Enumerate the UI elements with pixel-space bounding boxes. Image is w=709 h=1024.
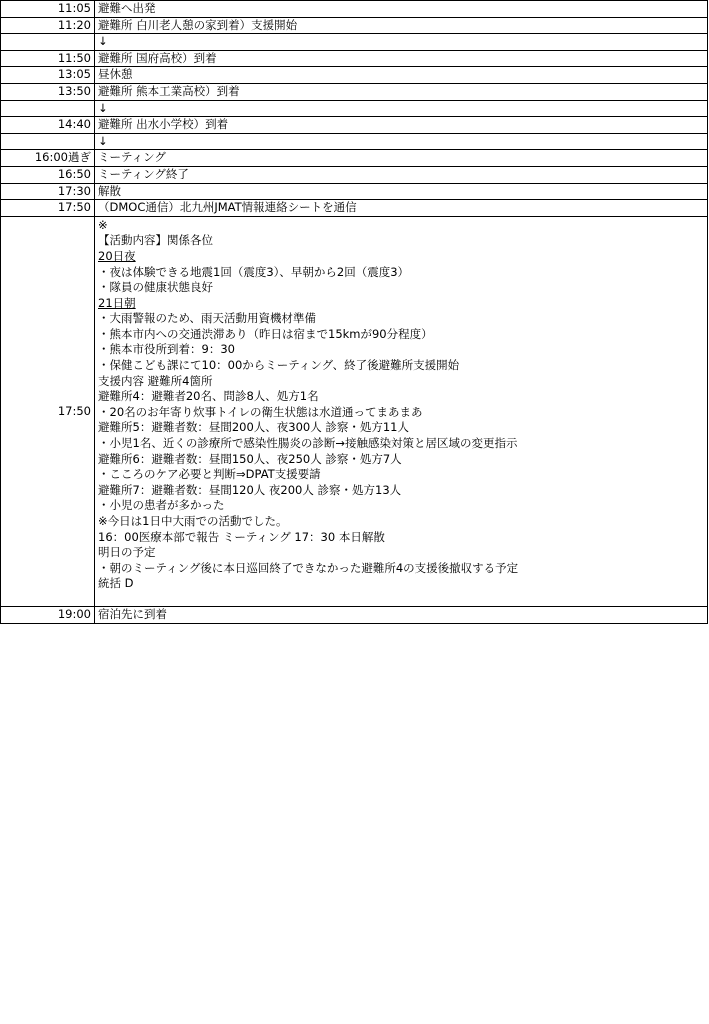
report-line: 明日の予定 — [98, 545, 156, 560]
report-line: ・大雨警報のため、雨天活動用資機材準備 — [98, 311, 317, 326]
time-cell: 19:00 — [1, 606, 95, 623]
report-line: 避難所4：避難者20名、問診8人、処方1名 — [98, 389, 319, 404]
time-cell: 16:00過ぎ — [1, 150, 95, 167]
time-cell: 13:05 — [1, 67, 95, 84]
log-row — [1, 200, 708, 217]
activity-cell: 避難へ出発 — [95, 1, 708, 18]
report-line: 避難所7：避難者数：昼間120人 夜200人 診察・処方13人 — [98, 482, 402, 497]
activity-cell: 解散 — [95, 183, 708, 200]
activity-log-body — [1, 1, 708, 624]
report-line: 避難所5：避難者数：昼間200人、夜300人 診察・処方11人 — [98, 420, 410, 435]
report-line: ・20名のお年寄り炊事トイレの衛生状態は水道通ってまあまあ — [98, 404, 423, 419]
report-line: ※ — [98, 217, 108, 232]
activity-cell: 昼休憩 — [95, 67, 708, 84]
activity-cell: 避難所 国府高校）到着 — [95, 50, 708, 67]
log-row — [1, 117, 708, 134]
activity-cell: ↓ — [95, 34, 708, 51]
log-row — [1, 183, 708, 200]
report-line: ※今日は1日中大雨での活動でした。 — [98, 514, 288, 528]
log-row — [1, 67, 708, 84]
activity-report-row — [1, 216, 708, 606]
log-row — [1, 34, 708, 51]
time-cell: 13:50 — [1, 83, 95, 100]
report-line: 21日朝 — [98, 295, 136, 310]
time-cell: 11:05 — [1, 1, 95, 18]
report-line: 避難所6：避難者数：昼間150人、夜250人 診察・処方7人 — [98, 451, 402, 466]
log-row — [1, 606, 708, 623]
report-line: ・隊員の健康状態良好 — [98, 280, 213, 295]
report-line: 【活動内容】関係各位 — [98, 233, 213, 248]
time-cell: 11:50 — [1, 50, 95, 67]
log-row — [1, 83, 708, 100]
report-line: 統括 D — [98, 576, 134, 591]
log-row — [1, 17, 708, 34]
time-cell: 17:50 — [1, 200, 95, 217]
report-line: ・熊本市役所到着：9：30 — [98, 342, 235, 357]
activity-cell: ↓ — [95, 100, 708, 117]
log-row — [1, 150, 708, 167]
report-line: ・夜は体験できる地震1回（震度3）、早朝から2回（震度3） — [98, 264, 410, 279]
time-cell — [1, 100, 95, 117]
time-cell: 11:20 — [1, 17, 95, 34]
report-line: 20日夜 — [98, 248, 136, 263]
time-cell: 14:40 — [1, 117, 95, 134]
log-row — [1, 1, 708, 18]
log-row — [1, 100, 708, 117]
report-line: ・熊本市内への交通渋滞あり（昨日は宿まで15kmが90分程度） — [98, 326, 433, 341]
time-cell: 16:50 — [1, 166, 95, 183]
report-line: 16：00医療本部で報告 ミーティング 17：30 本日解散 — [98, 529, 385, 544]
activity-cell: 避難所 出水小学校）到着 — [95, 117, 708, 134]
report-line: 支援内容 避難所4箇所 — [98, 373, 213, 388]
activity-cell: ミーティング — [95, 150, 708, 167]
report-line: ・こころのケア必要と判断⇒DPAT支援要請 — [98, 467, 321, 482]
activity-cell: 宿泊先に到着 — [95, 606, 708, 623]
activity-report-cell — [95, 216, 708, 606]
log-row — [1, 166, 708, 183]
time-cell: 17:30 — [1, 183, 95, 200]
time-cell: 17:50 — [1, 216, 95, 606]
report-line: ・小児の患者が多かった — [98, 498, 225, 513]
time-cell — [1, 34, 95, 51]
time-cell — [1, 133, 95, 150]
activity-cell: ミーティング終了 — [95, 166, 708, 183]
activity-cell: 避難所 熊本工業高校）到着 — [95, 83, 708, 100]
report-line: ・朝のミーティング後に本日巡回終了できなかった避難所4の支援後撤収する予定 — [98, 560, 519, 575]
report-line: ・小児1名、近くの診療所で感染性腸炎の診断→接触感染対策と居区域の変更指示 — [98, 436, 518, 451]
activity-cell: （DMOC通信）北九州JMAT情報連絡シートを通信 — [95, 200, 708, 217]
log-row — [1, 50, 708, 67]
report-line: ・保健こども課にて10：00からミーティング、終了後避難所支援開始 — [98, 358, 460, 373]
activity-cell: ↓ — [95, 133, 708, 150]
log-row — [1, 133, 708, 150]
activity-cell: 避難所 白川老人憩の家到着）支援開始 — [95, 17, 708, 34]
